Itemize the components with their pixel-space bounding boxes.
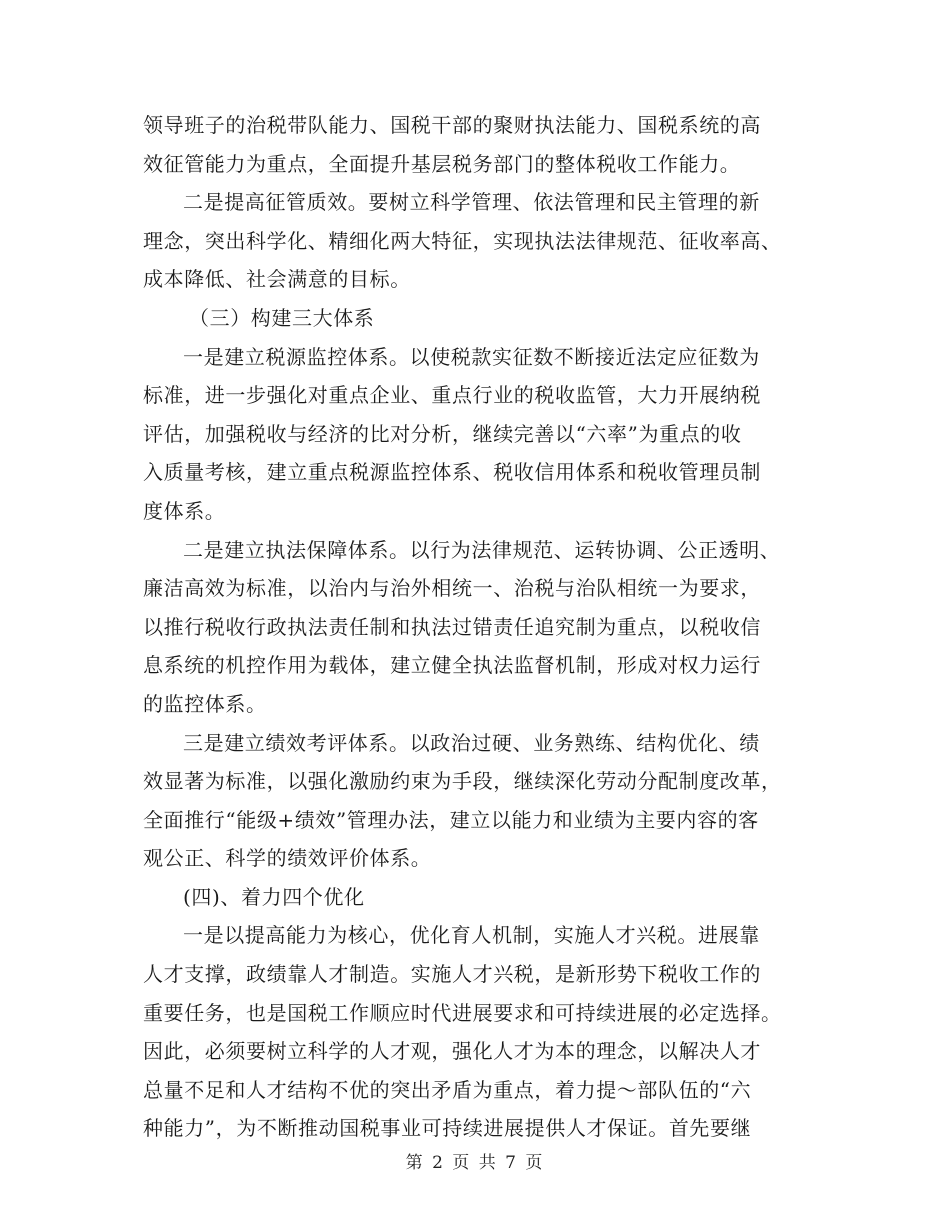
body-line: 因此，必须要树立科学的人才观，强化人才为本的理念，以解决人才 (143, 1039, 761, 1064)
body-line: 效征管能力为重点，全面提升基层税务部门的整体税收工作能力。 (143, 151, 741, 176)
body-line: 人才支撑，政绩靠人才制造。实施人才兴税，是新形势下税收工作的 (143, 962, 761, 987)
section-heading: （三）构建三大体系 (189, 305, 375, 330)
body-line: 种能力”，为不断推动国税事业可持续进展提供人才保证。首先要继 (143, 1116, 752, 1141)
body-line: 效显著为标准，以强化激励约束为手段，继续深化劳动分配制度改革， (143, 769, 782, 794)
body-line: 重要任务，也是国税工作顺应时代进展要求和可持续进展的必定选择。 (143, 1000, 782, 1025)
body-line: 标准，进一步强化对重点企业、重点行业的税收监管，大力开展纳税 (143, 383, 761, 408)
paragraph-start-line: 一是以提高能力为核心，优化育人机制，实施人才兴税。进展靠 (183, 923, 760, 948)
body-line: 评估，加强税收与经济的比对分析，继续完善以“六率”为重点的收 (143, 421, 742, 446)
paragraph-start-line: 一是建立税源监控体系。以使税款实征数不断接近法定应征数为 (183, 344, 760, 369)
page-footer: 第 2 页 共 7 页 (405, 1153, 545, 1173)
body-line: 入质量考核，建立重点税源监控体系、税收信用体系和税收管理员制 (143, 460, 761, 485)
document-body (143, 106, 805, 1148)
body-line: 理念，突出科学化、精细化两大特征，实现执法法律规范、征收率高、 (143, 228, 782, 253)
body-line: 领导班子的治税带队能力、国税干部的聚财执法能力、国税系统的高 (143, 113, 761, 137)
body-line: 度体系。 (143, 498, 226, 523)
body-line: 息系统的机控作用为载体，建立健全执法监督机制，形成对权力运行 (143, 653, 761, 678)
body-line: 总量不足和人才结构不优的突出矛盾为重点，着力提～部队伍的“六 (143, 1077, 752, 1102)
paragraph-start-line: 二是建立执法保障体系。以行为法律规范、运转协调、公正透明、 (183, 537, 781, 562)
section-heading: (四)、着力四个优化 (183, 884, 365, 909)
body-line: 观公正、科学的绩效评价体系。 (143, 846, 432, 871)
body-line: 成本降低、社会满意的目标。 (143, 267, 411, 292)
body-line: 以推行税收行政执法责任制和执法过错责任追究制为重点，以税收信 (143, 614, 761, 639)
paragraph-start-line: 三是建立绩效考评体系。以政治过硬、业务熟练、结构优化、绩 (183, 730, 760, 755)
body-line: 全面推行“能级+绩效”管理办法，建立以能力和业绩为主要内容的客 (143, 807, 759, 832)
body-line: 廉洁高效为标准，以治内与治外相统一、治税与治队相统一为要求， (143, 576, 761, 601)
paragraph-start-line: 二是提高征管质效。要树立科学管理、依法管理和民主管理的新 (183, 190, 760, 215)
body-line: 的监控体系。 (143, 691, 267, 716)
